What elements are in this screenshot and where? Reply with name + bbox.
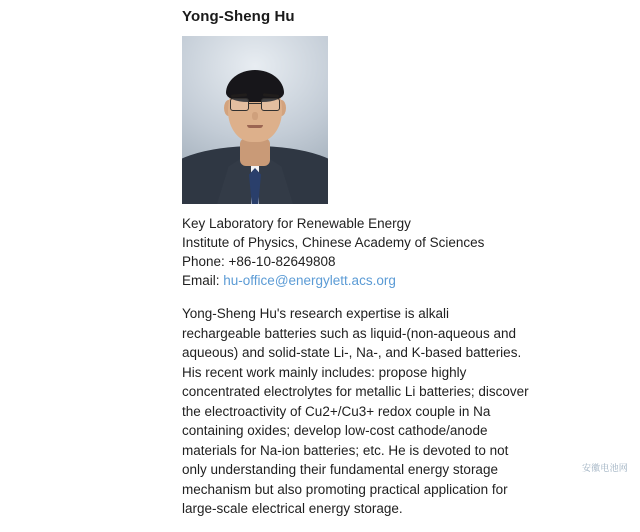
email-link[interactable]: hu-office@energylett.acs.org <box>223 273 396 288</box>
affiliation-line-1: Key Laboratory for Renewable Energy <box>182 216 411 231</box>
phone-line: Phone: +86-10-82649808 <box>182 254 336 269</box>
neck <box>240 138 270 166</box>
biography-text: Yong-Sheng Hu's research expertise is alkali rechargeable batteries such as liquid-(non-aqueous and aqueous) and solid-state Li-, Na-, and K-based batteries. His recent work mainly includes: propose highly concentrated electrolytes for metallic Li batteries; discover the electroactivity of Cu2+/Cu3+ redox couple in Na containing oxides; develop low-cost cathode/anode materials for Na-ion batteries; etc. He is devoted to not only understanding their fundamental energy storage mechanism but also promoting practical application for large-scale electrical energy storage. <box>182 306 529 516</box>
lens-left <box>230 98 249 111</box>
portrait-photo <box>182 36 328 204</box>
eyeglasses-icon <box>230 98 280 111</box>
email-label: Email: <box>182 273 220 288</box>
mouth <box>247 125 263 128</box>
lens-right <box>261 98 280 111</box>
email-line <box>182 271 538 290</box>
watermark-text: 安徽电池网 <box>581 463 628 473</box>
nose <box>252 112 258 120</box>
affiliation-line-2: Institute of Physics, Chinese Academy of Sciences <box>182 235 485 250</box>
page-title: Yong-Sheng Hu <box>182 8 295 25</box>
glasses-bridge <box>249 103 261 104</box>
affiliation-block <box>182 214 538 290</box>
profile-card <box>182 8 538 532</box>
